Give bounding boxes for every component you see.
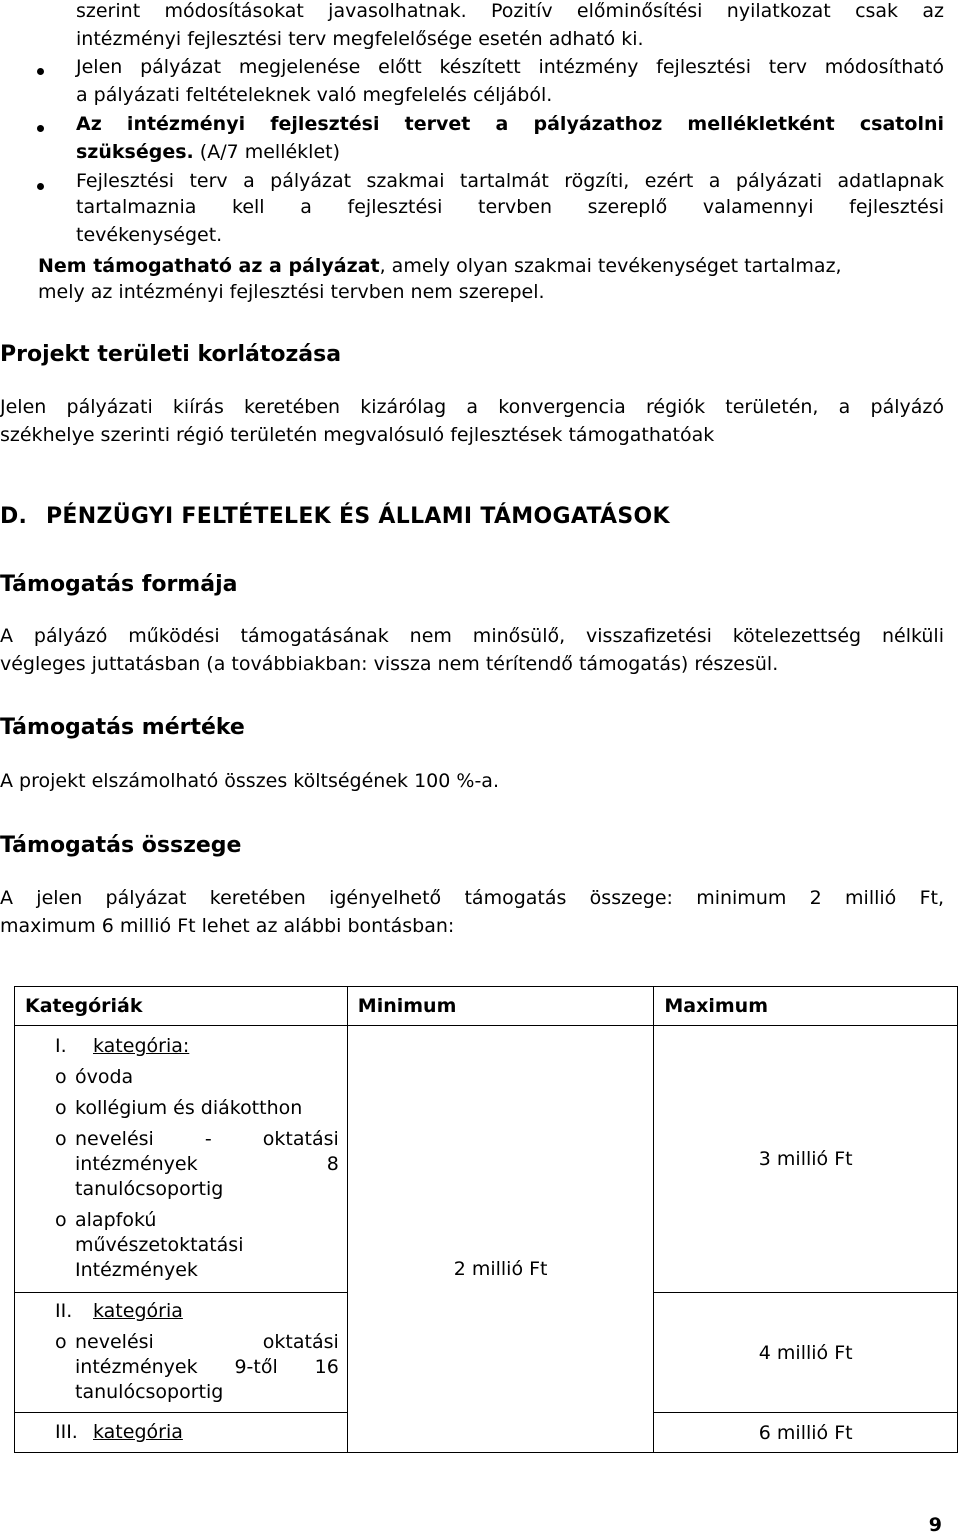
bullet-1-line-2: a pályázati feltételeknek való megfelelés céljából.: [76, 84, 553, 106]
bullet-3-line-1: Fejlesztési terv a pályázat szakmai tartalmát rögzíti, ezért a pályázati adatlapnak: [76, 170, 944, 192]
nem-line-1: [38, 253, 944, 279]
minimum-cell: 2 millió Ft: [347, 1026, 654, 1453]
bullet-dot: [37, 183, 44, 190]
list-item: o kollégium és diákotthon: [55, 1097, 303, 1119]
category-1-number: I.: [55, 1035, 67, 1057]
category-2-label: kategória: [93, 1300, 183, 1322]
support-amount-table: [14, 986, 958, 1453]
category-3-cell: [15, 1413, 348, 1453]
bullet-1-line-1: Jelen pályázat megjelenése előtt készített intézmény fejlesztési terv módosítható: [76, 56, 944, 78]
osszege-line-1: A jelen pályázat keretében igényelhető támogatás összege: minimum 2 millió Ft,: [0, 887, 944, 909]
category-1-label: kategória:: [93, 1035, 190, 1057]
category-3-number: III.: [55, 1421, 78, 1443]
intro-line-2: intézményi fejlesztési terv megfelelősége esetén adható ki.: [76, 28, 644, 50]
nem-rest: , amely olyan szakmai tevékenységet tartalmaz,: [379, 255, 842, 277]
projekt-heading: Projekt területi korlátozása: [0, 342, 342, 367]
list-item: o nevelési - oktatási intézmények 8 tanulócsoportig: [55, 1128, 339, 1200]
forma-line-1: A pályázó működési támogatásának nem minősülő, visszafizetési kötelezettség nélküli: [0, 625, 944, 647]
list-item: o alapfokú művészetoktatási Intézmények: [55, 1209, 244, 1281]
nem-line-2: mely az intézményi fejlesztési tervben nem szerepel.: [38, 281, 545, 303]
osszege-heading: Támogatás összege: [0, 833, 242, 858]
table-header-cell: Kategóriák: [15, 987, 348, 1026]
bullet-3-line-2: tartalmaznia kell a fejlesztési tervben szereplő valamennyi fejlesztési: [76, 196, 944, 218]
category-2-number: II.: [55, 1300, 73, 1322]
section-d-letter: D.: [0, 504, 28, 529]
bullet-2-bold: szükséges.: [76, 141, 194, 163]
category-1-cell: [15, 1026, 348, 1293]
table-row-cat1: [15, 1026, 958, 1293]
bullet-dot: [37, 68, 44, 75]
bullet-3-line-3: tevékenységet.: [76, 224, 223, 246]
max-cat3-cell: 6 millió Ft: [654, 1413, 958, 1453]
table-header-cell: Maximum: [654, 987, 958, 1026]
bullet-2-line-2: [76, 139, 340, 165]
osszege-line-2: maximum 6 millió Ft lehet az alábbi bontásban:: [0, 915, 455, 937]
bullet-2-line-1: Az intézményi fejlesztési tervet a pályázathoz mellékletként csatolni: [76, 113, 944, 135]
max-cat2-cell: 4 millió Ft: [654, 1293, 958, 1413]
forma-heading: Támogatás formája: [0, 572, 238, 597]
bullet-2-rest: (A/7 melléklet): [193, 141, 341, 163]
merteke-line-1: A projekt elszámolható összes költségének 100 %-a.: [0, 770, 499, 792]
list-item: o nevelési oktatási intézmények 9-től 16 tanulócsoportig: [55, 1331, 339, 1403]
nem-bold: Nem támogatható az a pályázat: [38, 255, 380, 277]
category-3-label: kategória: [93, 1421, 183, 1443]
bullet-dot: [37, 125, 44, 132]
projekt-line-1: Jelen pályázati kiírás keretében kizárólag a konvergencia régiók területén, a pályázó: [0, 396, 944, 418]
table-header-cell: Minimum: [347, 987, 654, 1026]
forma-line-2: végleges juttatásban (a továbbiakban: vissza nem térítendő támogatás) részesül.: [0, 653, 779, 675]
section-d-heading: [0, 504, 670, 530]
list-item: o óvoda: [55, 1066, 134, 1088]
section-d-title: PÉNZÜGYI FELTÉTELEK ÉS ÁLLAMI TÁMOGATÁSOK: [46, 504, 670, 529]
max-cat1-cell: 3 millió Ft: [654, 1026, 958, 1293]
category-2-cell: [15, 1293, 348, 1413]
projekt-line-2: székhelye szerinti régió területén megvalósuló fejlesztések támogathatóak: [0, 424, 715, 446]
page-number: 9: [928, 1514, 942, 1536]
table-header-row: [15, 987, 958, 1026]
merteke-heading: Támogatás mértéke: [0, 715, 245, 740]
intro-line-1: szerint módosításokat javasolhatnak. Pozitív előminősítési nyilatkozat csak az: [76, 0, 944, 22]
